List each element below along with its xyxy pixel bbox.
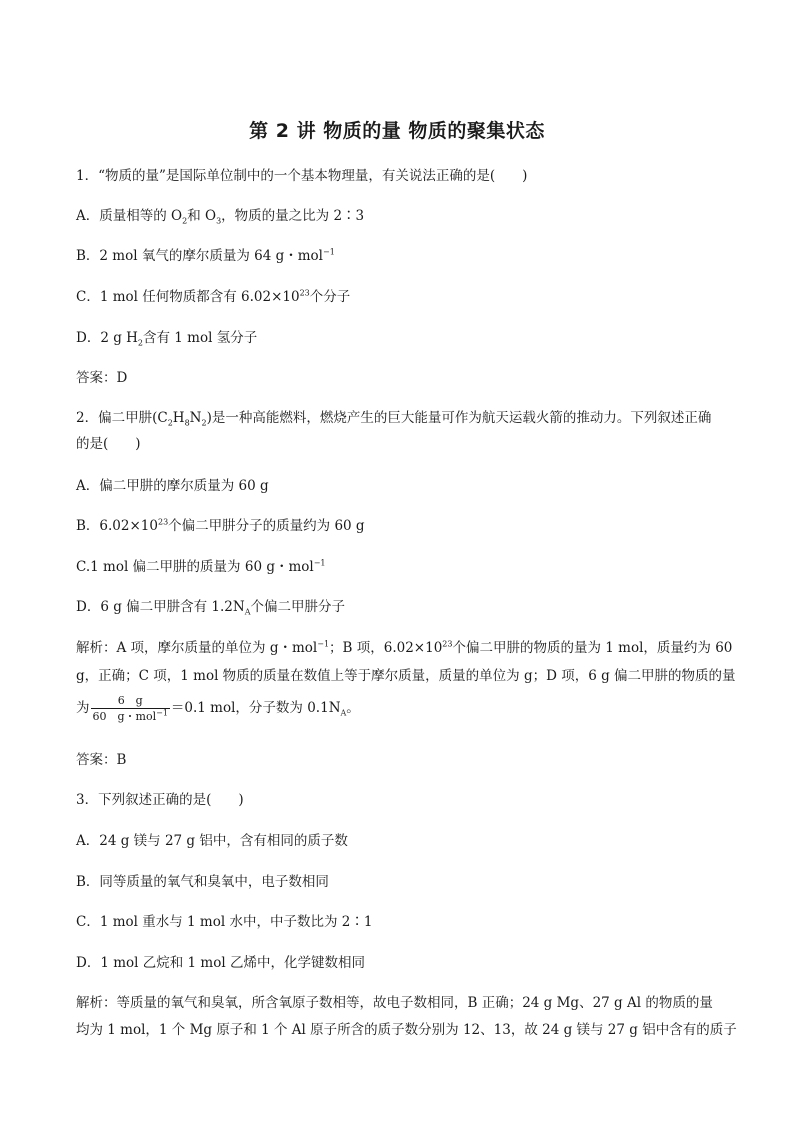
q2-option-a: A．偏二甲肼的摩尔质量为 60 g [76, 478, 269, 494]
q2-option-d: D．6 g 偏二甲肼含有 $1.2N_A$个偏二甲肼分子 [76, 599, 345, 617]
q3-explanation-line2: 均为 1 mol，1 个 Mg 原子和 1 个 Al 原子所含的质子数分别为 12、13，故 24 g 镁与 27 g 铝中含有的质子 [76, 1022, 737, 1038]
q3-option-c: C．1 mol 重水与 1 mol 水中，中子数比为 2∶1 [76, 914, 373, 930]
q3-stem: 3．下列叙述正确的是( ) [76, 792, 244, 808]
fraction-denominator: 60 g・mol$^{-1}$ [92, 708, 168, 723]
q1-option-a: A．质量相等的 $O_2$和 $O_3$，物质的量之比为 2∶3 [76, 208, 365, 226]
q2-option-c: C.1 mol 偏二甲肼的质量为 60 g・mol$^{-1}$ [76, 558, 326, 575]
q2-stem: 2．偏二甲肼$(C_2H_8N_2)$是一种高能燃料，燃烧产生的巨大能量可作为航天运载火箭的推动力。下列叙述正确 [76, 410, 712, 428]
q3-option-b: B．同等质量的氧气和臭氧中，电子数相同 [76, 874, 329, 890]
page-title: 第 2 讲 物质的量 物质的聚集状态 [249, 120, 545, 142]
q3-option-a: A．24 g 镁与 27 g 铝中，含有相同的质子数 [76, 833, 348, 849]
q2-option-b: B．$6.02\times 10^{23}$个偏二甲肼分子的质量约为 60 g [76, 517, 365, 534]
q2-explanation-line2: g，正确；C 项，1 mol 物质的质量在数值上等于摩尔质量，质量的单位为 g；D 项，6 g 偏二甲肼的物质的量 [76, 668, 736, 684]
q1-option-d: D．2 g $H_2$含有 1 mol 氢分子 [76, 330, 258, 348]
fraction-numerator: 6 g [117, 694, 143, 707]
q3-option-d: D．1 mol 乙烷和 1 mol 乙烯中，化学键数相同 [76, 955, 365, 971]
q2-explanation-line3: 为 $\frac{6 g}{60 g・mol^{-1}}$ ＝0.1 mol，分子数为 $0.1N_A$。 [76, 694, 360, 723]
q3-explanation-line1: 解析：等质量的氧气和臭氧，所含氧原子数相等，故电子数相同，B 正确；24 g Mg、27 g Al 的物质的量 [76, 995, 713, 1011]
q1-option-b: B．2 mol 氧气的摩尔质量为 64 g・mol$^{-1}$ [76, 247, 335, 264]
q1-stem: 1．“物质的量”是国际单位制中的一个基本物理量，有关说法正确的是( ) [76, 168, 528, 184]
q1-option-c: C．1 mol 任何物质都含有 $6.02\times 10^{23}$个分子 [76, 288, 351, 305]
q2-answer: 答案：B [76, 752, 127, 768]
q1-answer: 答案：D [76, 370, 128, 386]
fraction [91, 694, 170, 723]
q2-stem-line2: 的是( ) [76, 436, 141, 452]
q2-explanation-line1: 解析：A 项，摩尔质量的单位为 g・mol$^{-1}$；B 项，$6.02\times 10^{23}$个偏二甲肼的物质的量为 1 mol，质量约为 60 [76, 639, 733, 656]
